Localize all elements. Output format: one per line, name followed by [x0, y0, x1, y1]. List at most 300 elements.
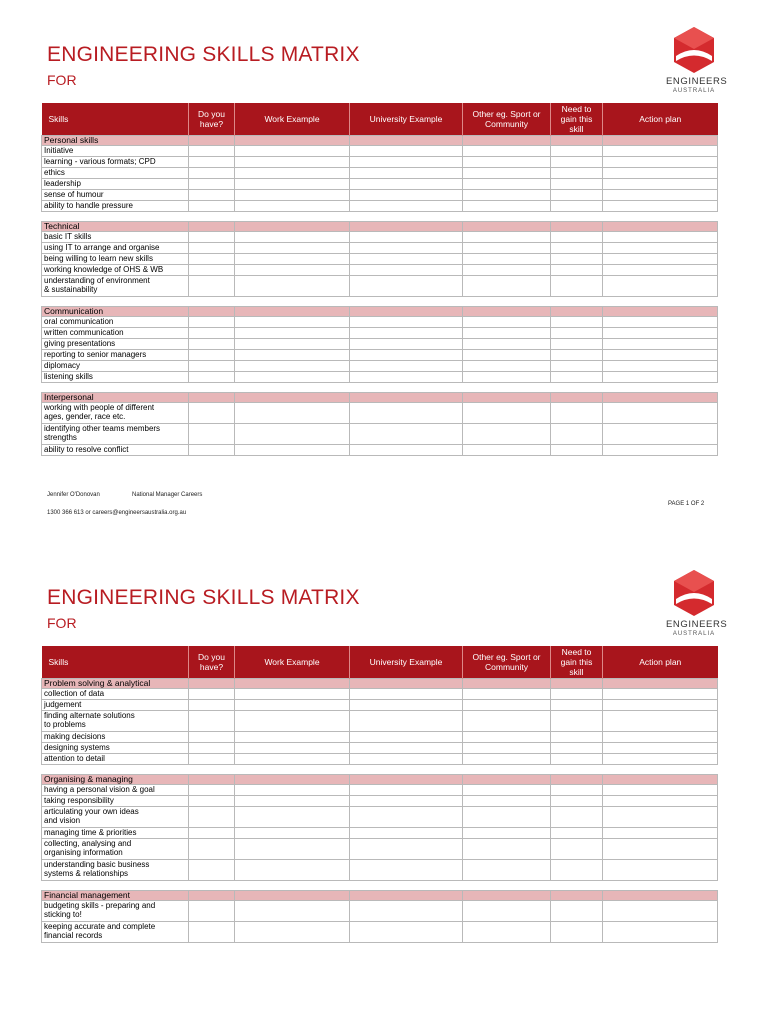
entry-cell[interactable] — [551, 445, 603, 456]
entry-cell[interactable] — [189, 796, 235, 807]
entry-cell[interactable] — [235, 317, 350, 328]
entry-cell[interactable] — [235, 168, 350, 179]
column-header: Work Example — [235, 103, 350, 136]
entry-cell[interactable] — [551, 276, 603, 297]
entry-cell[interactable] — [350, 445, 463, 456]
entry-cell[interactable] — [551, 168, 603, 179]
entry-cell[interactable] — [463, 179, 551, 190]
entry-cell[interactable] — [189, 700, 235, 711]
entry-cell[interactable] — [603, 754, 718, 765]
skill-label: oral communication — [42, 317, 189, 328]
entry-cell[interactable] — [603, 232, 718, 243]
entry-cell[interactable] — [189, 339, 235, 350]
category-label: Technical — [42, 222, 189, 232]
category-cell — [235, 775, 350, 785]
header-row — [42, 646, 718, 679]
entry-cell[interactable] — [463, 317, 551, 328]
section-spacer — [42, 212, 718, 222]
entry-cell[interactable] — [350, 689, 463, 700]
entry-cell[interactable] — [603, 243, 718, 254]
entry-cell[interactable] — [463, 689, 551, 700]
entry-cell[interactable] — [189, 689, 235, 700]
entry-cell[interactable] — [551, 190, 603, 201]
entry-cell[interactable] — [463, 276, 551, 297]
category-cell — [189, 136, 235, 146]
entry-cell[interactable] — [350, 328, 463, 339]
entry-cell[interactable] — [235, 828, 350, 839]
entry-cell[interactable] — [350, 317, 463, 328]
category-label: Personal skills — [42, 136, 189, 146]
entry-cell[interactable] — [235, 361, 350, 372]
entry-cell[interactable] — [350, 754, 463, 765]
entry-cell[interactable] — [189, 146, 235, 157]
entry-cell[interactable] — [189, 828, 235, 839]
skill-label: working knowledge of OHS & WB — [42, 265, 189, 276]
entry-cell[interactable] — [189, 361, 235, 372]
entry-cell[interactable] — [350, 254, 463, 265]
skill-label: understanding of environment & sustainability — [42, 276, 189, 297]
entry-cell[interactable] — [235, 922, 350, 943]
entry-cell[interactable] — [463, 700, 551, 711]
entry-cell[interactable] — [463, 711, 551, 732]
entry-cell[interactable] — [189, 807, 235, 828]
skill-label: learning - various formats; CPD — [42, 157, 189, 168]
column-header: Skills — [42, 646, 189, 679]
entry-cell[interactable] — [235, 265, 350, 276]
skills-matrix-table — [41, 646, 718, 943]
skill-label: identifying other teams members strengths — [42, 424, 189, 445]
entry-cell[interactable] — [189, 372, 235, 383]
table-row — [42, 445, 718, 456]
entry-cell[interactable] — [235, 754, 350, 765]
entry-cell[interactable] — [551, 243, 603, 254]
entry-cell[interactable] — [235, 807, 350, 828]
entry-cell[interactable] — [463, 922, 551, 943]
entry-cell[interactable] — [603, 700, 718, 711]
entry-cell[interactable] — [463, 828, 551, 839]
entry-cell[interactable] — [603, 732, 718, 743]
column-header: Other eg. Sport or Community — [463, 103, 551, 136]
entry-cell[interactable] — [603, 689, 718, 700]
entry-cell[interactable] — [603, 276, 718, 297]
skill-label: collecting, analysing and organising information — [42, 839, 189, 860]
entry-cell[interactable] — [235, 445, 350, 456]
hexagon-logo-icon — [673, 569, 715, 617]
entry-cell[interactable] — [463, 732, 551, 743]
entry-cell[interactable] — [189, 168, 235, 179]
skill-label: working with people of different ages, gender, race etc. — [42, 403, 189, 424]
entry-cell[interactable] — [551, 317, 603, 328]
entry-cell[interactable] — [350, 168, 463, 179]
entry-cell[interactable] — [350, 796, 463, 807]
entry-cell[interactable] — [551, 146, 603, 157]
entry-cell[interactable] — [189, 743, 235, 754]
entry-cell[interactable] — [603, 328, 718, 339]
entry-cell[interactable] — [235, 785, 350, 796]
table-row — [42, 254, 718, 265]
skill-label: understanding basic business systems & relationships — [42, 860, 189, 881]
entry-cell[interactable] — [235, 146, 350, 157]
entry-cell[interactable] — [350, 146, 463, 157]
entry-cell[interactable] — [189, 711, 235, 732]
entry-cell[interactable] — [551, 350, 603, 361]
entry-cell[interactable] — [235, 711, 350, 732]
table-row — [42, 146, 718, 157]
entry-cell[interactable] — [350, 372, 463, 383]
entry-cell[interactable] — [463, 860, 551, 881]
entry-cell[interactable] — [189, 922, 235, 943]
page-title: ENGINEERING SKILLS MATRIX — [47, 586, 360, 609]
category-cell — [350, 775, 463, 785]
for-label: FOR — [47, 615, 77, 631]
category-cell — [235, 393, 350, 403]
table-row — [42, 901, 718, 922]
entry-cell[interactable] — [551, 807, 603, 828]
table-row — [42, 201, 718, 212]
entry-cell[interactable] — [603, 785, 718, 796]
entry-cell[interactable] — [463, 243, 551, 254]
category-cell — [603, 393, 718, 403]
table-row — [42, 922, 718, 943]
page-title: ENGINEERING SKILLS MATRIX — [47, 43, 360, 66]
entry-cell[interactable] — [350, 403, 463, 424]
category-cell — [603, 679, 718, 689]
entry-cell[interactable] — [189, 190, 235, 201]
skill-label: ability to handle pressure — [42, 201, 189, 212]
column-header: Other eg. Sport or Community — [463, 646, 551, 679]
skill-label: reporting to senior managers — [42, 350, 189, 361]
entry-cell[interactable] — [551, 339, 603, 350]
skill-label: diplomacy — [42, 361, 189, 372]
table-row — [42, 839, 718, 860]
spacer-cell — [42, 212, 718, 222]
logo-line2: AUSTRALIA — [672, 631, 716, 637]
category-cell — [463, 393, 551, 403]
entry-cell[interactable] — [603, 711, 718, 732]
category-cell — [350, 891, 463, 901]
entry-cell[interactable] — [189, 328, 235, 339]
category-cell — [551, 222, 603, 232]
table-row — [42, 179, 718, 190]
entry-cell[interactable] — [603, 179, 718, 190]
entry-cell[interactable] — [350, 361, 463, 372]
category-label: Financial management — [42, 891, 189, 901]
entry-cell[interactable] — [463, 754, 551, 765]
column-header: Action plan — [603, 103, 718, 136]
entry-cell[interactable] — [603, 254, 718, 265]
entry-cell[interactable] — [235, 190, 350, 201]
entry-cell[interactable] — [551, 828, 603, 839]
category-cell — [603, 307, 718, 317]
entry-cell[interactable] — [603, 157, 718, 168]
section-spacer — [42, 765, 718, 775]
entry-cell[interactable] — [603, 424, 718, 445]
table-row — [42, 700, 718, 711]
entry-cell[interactable] — [463, 157, 551, 168]
entry-cell[interactable] — [463, 201, 551, 212]
entry-cell[interactable] — [350, 339, 463, 350]
entry-cell[interactable] — [551, 372, 603, 383]
entry-cell[interactable] — [463, 839, 551, 860]
entry-cell[interactable] — [189, 276, 235, 297]
entry-cell[interactable] — [189, 839, 235, 860]
entry-cell[interactable] — [551, 901, 603, 922]
entry-cell[interactable] — [551, 403, 603, 424]
skill-label: making decisions — [42, 732, 189, 743]
column-header: University Example — [350, 103, 463, 136]
entry-cell[interactable] — [235, 700, 350, 711]
entry-cell[interactable] — [551, 265, 603, 276]
entry-cell[interactable] — [551, 785, 603, 796]
column-header: Do you have? — [189, 103, 235, 136]
entry-cell[interactable] — [603, 796, 718, 807]
entry-cell[interactable] — [551, 922, 603, 943]
category-cell — [463, 307, 551, 317]
entry-cell[interactable] — [350, 700, 463, 711]
entry-cell[interactable] — [235, 689, 350, 700]
skill-label: articulating your own ideas and vision — [42, 807, 189, 828]
entry-cell[interactable] — [463, 424, 551, 445]
entry-cell[interactable] — [551, 361, 603, 372]
category-label: Problem solving & analytical — [42, 679, 189, 689]
entry-cell[interactable] — [350, 839, 463, 860]
entry-cell[interactable] — [189, 350, 235, 361]
skill-label: sense of humour — [42, 190, 189, 201]
footer-contact: 1300 366 613 or careers@engineersaustralia.org.au — [47, 510, 187, 516]
entry-cell[interactable] — [350, 828, 463, 839]
entry-cell[interactable] — [350, 179, 463, 190]
entry-cell[interactable] — [235, 403, 350, 424]
skill-label: giving presentations — [42, 339, 189, 350]
entry-cell[interactable] — [235, 232, 350, 243]
category-label: Interpersonal — [42, 393, 189, 403]
hexagon-logo-icon — [673, 26, 715, 74]
entry-cell[interactable] — [551, 860, 603, 881]
entry-cell[interactable] — [350, 232, 463, 243]
entry-cell[interactable] — [463, 445, 551, 456]
category-row — [42, 775, 718, 785]
entry-cell[interactable] — [603, 146, 718, 157]
entry-cell[interactable] — [463, 190, 551, 201]
entry-cell[interactable] — [603, 860, 718, 881]
category-row — [42, 679, 718, 689]
category-cell — [551, 307, 603, 317]
logo-line1: ENGINEERS — [666, 76, 728, 87]
entry-cell[interactable] — [603, 372, 718, 383]
entry-cell[interactable] — [603, 922, 718, 943]
category-row — [42, 393, 718, 403]
entry-cell[interactable] — [189, 732, 235, 743]
entry-cell[interactable] — [235, 179, 350, 190]
table-row — [42, 339, 718, 350]
entry-cell[interactable] — [189, 317, 235, 328]
entry-cell[interactable] — [463, 328, 551, 339]
entry-cell[interactable] — [189, 754, 235, 765]
entry-cell[interactable] — [551, 732, 603, 743]
column-header: University Example — [350, 646, 463, 679]
entry-cell[interactable] — [551, 711, 603, 732]
entry-cell[interactable] — [235, 243, 350, 254]
entry-cell[interactable] — [189, 445, 235, 456]
entry-cell[interactable] — [603, 350, 718, 361]
category-cell — [463, 775, 551, 785]
entry-cell[interactable] — [603, 317, 718, 328]
entry-cell[interactable] — [189, 157, 235, 168]
entry-cell[interactable] — [551, 743, 603, 754]
table-row — [42, 424, 718, 445]
entry-cell[interactable] — [603, 190, 718, 201]
entry-cell[interactable] — [463, 372, 551, 383]
section-spacer — [42, 881, 718, 891]
entry-cell[interactable] — [551, 254, 603, 265]
category-cell — [350, 307, 463, 317]
entry-cell[interactable] — [235, 276, 350, 297]
entry-cell[interactable] — [235, 254, 350, 265]
entry-cell[interactable] — [603, 361, 718, 372]
category-cell — [189, 679, 235, 689]
entry-cell[interactable] — [189, 201, 235, 212]
entry-cell[interactable] — [235, 372, 350, 383]
entry-cell[interactable] — [189, 265, 235, 276]
entry-cell[interactable] — [463, 785, 551, 796]
entry-cell[interactable] — [235, 732, 350, 743]
column-header: Work Example — [235, 646, 350, 679]
skill-label: listening skills — [42, 372, 189, 383]
entry-cell[interactable] — [189, 254, 235, 265]
entry-cell[interactable] — [350, 276, 463, 297]
category-label: Organising & managing — [42, 775, 189, 785]
entry-cell[interactable] — [463, 254, 551, 265]
entry-cell[interactable] — [235, 339, 350, 350]
entry-cell[interactable] — [463, 168, 551, 179]
entry-cell[interactable] — [350, 785, 463, 796]
entry-cell[interactable] — [350, 424, 463, 445]
entry-cell[interactable] — [603, 339, 718, 350]
entry-cell[interactable] — [189, 403, 235, 424]
entry-cell[interactable] — [463, 350, 551, 361]
column-header: Need to gain this skill — [551, 646, 603, 679]
entry-cell[interactable] — [235, 201, 350, 212]
entry-cell[interactable] — [189, 424, 235, 445]
category-row — [42, 307, 718, 317]
entry-cell[interactable] — [350, 243, 463, 254]
table-row — [42, 711, 718, 732]
skill-label: finding alternate solutions to problems — [42, 711, 189, 732]
entry-cell[interactable] — [551, 157, 603, 168]
entry-cell[interactable] — [551, 754, 603, 765]
entry-cell[interactable] — [603, 743, 718, 754]
entry-cell[interactable] — [463, 796, 551, 807]
entry-cell[interactable] — [463, 807, 551, 828]
entry-cell[interactable] — [551, 689, 603, 700]
entry-cell[interactable] — [350, 901, 463, 922]
entry-cell[interactable] — [551, 700, 603, 711]
table-row — [42, 317, 718, 328]
entry-cell[interactable] — [551, 796, 603, 807]
entry-cell[interactable] — [463, 901, 551, 922]
entry-cell[interactable] — [235, 424, 350, 445]
entry-cell[interactable] — [551, 232, 603, 243]
entry-cell[interactable] — [235, 839, 350, 860]
category-cell — [189, 307, 235, 317]
column-header: Need to gain this skill — [551, 103, 603, 136]
page-number: PAGE 1 OF 2 — [668, 501, 705, 507]
entry-cell[interactable] — [350, 350, 463, 361]
skill-label: using IT to arrange and organise — [42, 243, 189, 254]
entry-cell[interactable] — [603, 168, 718, 179]
entry-cell[interactable] — [603, 445, 718, 456]
entry-cell[interactable] — [350, 732, 463, 743]
entry-cell[interactable] — [189, 901, 235, 922]
entry-cell[interactable] — [235, 350, 350, 361]
entry-cell[interactable] — [603, 201, 718, 212]
entry-cell[interactable] — [350, 922, 463, 943]
entry-cell[interactable] — [350, 711, 463, 732]
entry-cell[interactable] — [603, 403, 718, 424]
entry-cell[interactable] — [603, 828, 718, 839]
entry-cell[interactable] — [235, 796, 350, 807]
entry-cell[interactable] — [350, 157, 463, 168]
entry-cell[interactable] — [189, 243, 235, 254]
entry-cell[interactable] — [350, 201, 463, 212]
skill-label: ability to resolve conflict — [42, 445, 189, 456]
category-cell — [463, 891, 551, 901]
skill-label: keeping accurate and complete financial records — [42, 922, 189, 943]
entry-cell[interactable] — [603, 807, 718, 828]
entry-cell[interactable] — [350, 265, 463, 276]
entry-cell[interactable] — [551, 328, 603, 339]
entry-cell[interactable] — [350, 190, 463, 201]
entry-cell[interactable] — [551, 179, 603, 190]
entry-cell[interactable] — [350, 743, 463, 754]
entry-cell[interactable] — [551, 201, 603, 212]
entry-cell[interactable] — [551, 839, 603, 860]
skill-label: Initiative — [42, 146, 189, 157]
entry-cell[interactable] — [235, 743, 350, 754]
entry-cell[interactable] — [603, 839, 718, 860]
entry-cell[interactable] — [189, 785, 235, 796]
category-row — [42, 136, 718, 146]
entry-cell[interactable] — [463, 339, 551, 350]
category-cell — [189, 775, 235, 785]
entry-cell[interactable] — [603, 265, 718, 276]
entry-cell[interactable] — [235, 328, 350, 339]
skill-label: written communication — [42, 328, 189, 339]
entry-cell[interactable] — [463, 232, 551, 243]
category-cell — [189, 222, 235, 232]
entry-cell[interactable] — [350, 807, 463, 828]
footer-role: National Manager Careers — [132, 492, 203, 498]
entry-cell[interactable] — [463, 265, 551, 276]
entry-cell[interactable] — [463, 743, 551, 754]
entry-cell[interactable] — [235, 860, 350, 881]
skill-label: collection of data — [42, 689, 189, 700]
entry-cell[interactable] — [463, 403, 551, 424]
entry-cell[interactable] — [463, 146, 551, 157]
entry-cell[interactable] — [189, 232, 235, 243]
entry-cell[interactable] — [463, 361, 551, 372]
entry-cell[interactable] — [235, 157, 350, 168]
category-cell — [189, 891, 235, 901]
logo-line2: AUSTRALIA — [672, 88, 716, 94]
entry-cell[interactable] — [603, 901, 718, 922]
entry-cell[interactable] — [189, 179, 235, 190]
column-header: Do you have? — [189, 646, 235, 679]
entry-cell[interactable] — [235, 901, 350, 922]
entry-cell[interactable] — [189, 860, 235, 881]
entry-cell[interactable] — [350, 860, 463, 881]
entry-cell[interactable] — [551, 424, 603, 445]
